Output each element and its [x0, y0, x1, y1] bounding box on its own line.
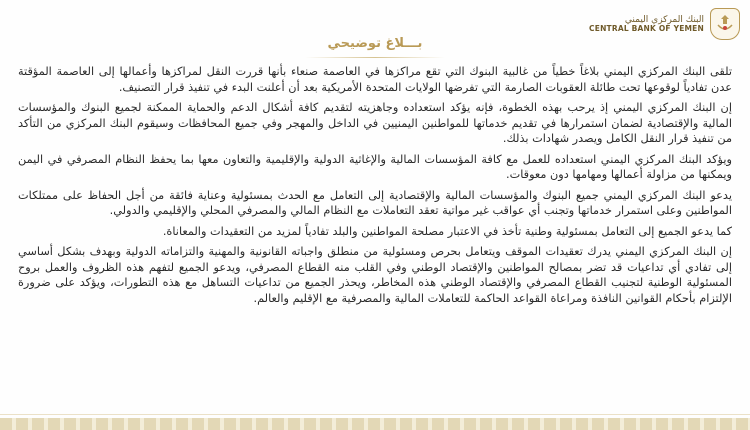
bank-name-arabic: البنك المركزي اليمني	[624, 14, 704, 25]
title-divider	[305, 57, 445, 58]
paragraph: ويؤكد البنك المركزي اليمني استعداده للعمل مع كافة المؤسسات المالية والإغاثية الدولية والإقليمية والتعاون معها بما يحفظ النظام المصرفي في اليمن ويمكنها من مزاولة أعمالها ومهامها دون معوقات.	[18, 152, 732, 181]
bank-name-block	[589, 15, 704, 34]
paragraph: كما يدعو الجميع إلى التعامل بمسئولية وطنية تأخذ في الاعتبار مصلحة المواطنين والبلد تفادياً لمزيد من التعقيدات والمعاناة.	[162, 224, 732, 238]
paragraph: تلقى البنك المركزي اليمني بلاغاً خطياً من غالبية البنوك التي تقع مراكزها في العاصمة صنعاء بأنها قررت النقل لمراكزها وأعمالها إلى العاصمة المؤقتة عدن تفادياً لوقوعها تحت طائلة العقوبات الصارمة التي تفرضها الولايات المتحدة الأمريكية بعد أن أعلنت البدء في تنفيذ قرار التصنيف.	[18, 65, 732, 94]
document-body	[18, 64, 732, 311]
paragraph: إن البنك المركزي اليمني إذ يرحب بهذه الخطوة، فإنه يؤكد استعداده وجاهزيته لتقديم كافة أشكال الدعم والحماية الممكنة لجميع البنوك والمؤسسات المالية والإقتصادية لضمان استمرارها في تقديم خدماتها للمواطنين اليمنيين في الداخل والمهجر وفي جميع المحافظات وسيقوم البنك المركزي من التأكد من تنفيذ قرار النقل الكامل ويصدر شهادات بذلك.	[18, 101, 732, 145]
bank-name-english: CENTRAL BANK OF YEMEN	[589, 23, 704, 33]
document-title: بـــلاغ توضيحي	[327, 36, 423, 51]
paragraph: يدعو البنك المركزي اليمني جميع البنوك والمؤسسات المالية والإقتصادية إلى التعامل مع الحدث بمسئولية وعناية فائقة من أجل الحفاظ على ممتلكات المواطنين وعلى استمرار خدماتها وتجنب أي عواقب غير مواتية تعقد التعاملات مع النظام المالي والمصرفي المحلي والإقليمي والدولي.	[18, 188, 732, 217]
paragraph: إن البنك المركزي اليمني يدرك تعقيدات الموقف ويتعامل بحرص ومسئولية من منطلق واجباته القانونية والمهنية والتزاماته الدولية وبهدف بشكل أساسي إلى تفادي أي تداعيات قد تضر بمصالح المواطنين والإقتصاد الوطني وفي القلب منه القطاع المصرفي، ويدعو الجميع لتفهم هذه الظروف والعمل بروح المسئولية الوطنية لتجنيب القطاع المصرفي والإقتصاد الوطني هذه المخاطر، ويحذر الجميع من تداعيات التساهل مع هذه التطورات، ويؤكد على ضرورة الإلتزام بأحكام القوانين النافذة ومراعاة القواعد الحاكمة للتعاملات المالية والمصرفية مع الإقليم والعالم.	[18, 245, 732, 305]
footer-ornament	[0, 418, 750, 430]
